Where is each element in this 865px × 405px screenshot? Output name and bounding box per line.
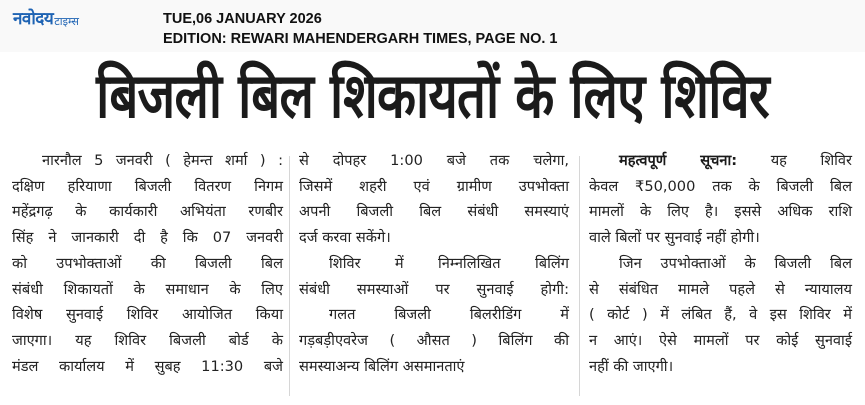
text-line: गलत बिजली बिलरीडिंग में bbox=[329, 306, 569, 324]
article-column-1 bbox=[12, 148, 283, 405]
text-line: शिविर में निम्नलिखित बिलिंग bbox=[329, 254, 569, 272]
edition-info bbox=[163, 9, 557, 49]
masthead bbox=[0, 0, 865, 52]
publication-date: TUE,06 JANUARY 2026 bbox=[163, 11, 322, 27]
text-line: को उपभोक्ताओं की बिजली बिल bbox=[12, 254, 283, 272]
text-line: महेंद्रगढ़ के कार्यकारी अभियंता रणबीर bbox=[12, 203, 283, 221]
text-line: जिसमें शहरी एवं ग्रामीण उपभोक्ता bbox=[299, 177, 569, 195]
text-line: सिंह ने जानकारी दी है कि 07 जनवरी bbox=[12, 229, 283, 247]
article-headline: बिजली बिल शिकायतों के लिए शिविर bbox=[96, 59, 769, 132]
column-divider bbox=[579, 156, 580, 396]
edition-line: EDITION: REWARI MAHENDERGARH TIMES, PAGE NO. 1 bbox=[163, 31, 558, 47]
text-line: संबंधी शिकायतों के समाधान के लिए bbox=[12, 280, 283, 298]
text-line: नारनौल 5 जनवरी ( हेमन्त शर्मा ) : bbox=[42, 152, 283, 169]
text-line: केवल ₹50,000 तक के बिजली बिल bbox=[589, 177, 852, 195]
text-line: संबंधी समस्याओं पर सुनवाई होगी: bbox=[299, 280, 569, 298]
text-line: से दोपहर 1:00 बजे तक चलेगा, bbox=[299, 152, 569, 169]
logo-sub-text: टाइम्स bbox=[54, 15, 79, 28]
newspaper-logo bbox=[13, 10, 79, 28]
text-line: विशेष सुनवाई शिविर आयोजित किया bbox=[12, 306, 283, 324]
text-line: दर्ज करवा सकेंगे। bbox=[299, 229, 391, 247]
text-line: जाएगा। यह शिविर बिजली बोर्ड के bbox=[12, 331, 283, 349]
text-line: नहीं की जाएगी। bbox=[589, 357, 674, 375]
text-line: गड़बड़ीएवरेज ( औसत ) बिलिंग की bbox=[299, 331, 569, 349]
text-line: समस्याअन्य बिलिंग असमानताएं bbox=[299, 357, 465, 375]
text-line: मंडल कार्यालय में सुबह 11:30 बजे bbox=[12, 357, 283, 375]
text-line: से संबंधित मामले पहले से न्यायालय bbox=[589, 280, 852, 298]
text-line: न आएं। ऐसे मामलों पर कोई सुनवाई bbox=[589, 331, 852, 349]
text-line: दक्षिण हरियाणा बिजली वितरण निगम bbox=[12, 177, 283, 195]
text-line: अपनी बिजली बिल संबंधी समस्याएं bbox=[299, 203, 569, 221]
logo-main-text: नवोदय bbox=[13, 9, 54, 29]
column-divider bbox=[289, 156, 290, 396]
text-line: वाले बिलों पर सुनवाई नहीं होगी। bbox=[589, 229, 760, 247]
text-line: जिन उपभोक्ताओं के बिजली बिल bbox=[619, 254, 852, 272]
notice-line bbox=[589, 148, 852, 174]
text-fragment: यह शिविर bbox=[770, 152, 853, 169]
text-line: ( कोर्ट ) में लंबित हैं, वे इस शिविर में bbox=[589, 306, 852, 324]
text-line: मामलों के लिए है। इससे अधिक राशि bbox=[589, 203, 852, 221]
article-column-3 bbox=[589, 148, 852, 405]
notice-label: महत्वपूर्ण सूचना: bbox=[619, 152, 738, 169]
article-clipping bbox=[0, 52, 865, 405]
article-body bbox=[0, 148, 865, 405]
article-column-2 bbox=[299, 148, 569, 405]
